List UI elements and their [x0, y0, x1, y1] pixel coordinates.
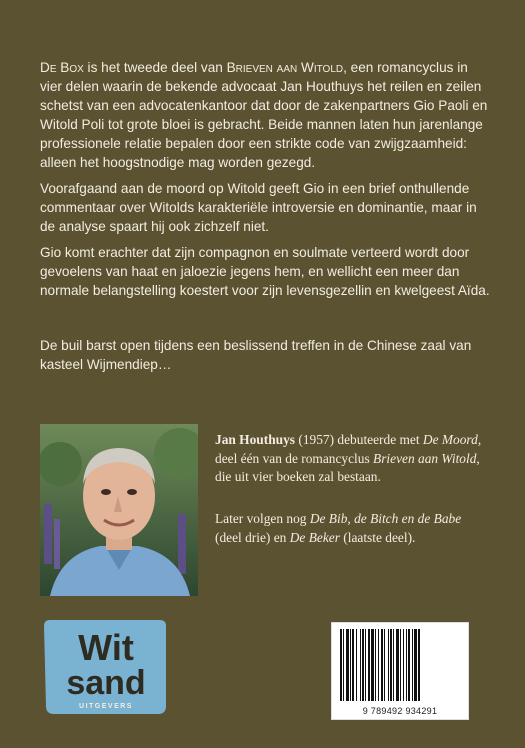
blurb-paragraph-4: De buil barst open tijdens een beslissend treffen in de Chinese zaal van kasteel Wijmendiep… — [40, 338, 472, 372]
author-photo — [40, 424, 198, 596]
author-bio-2: Later volgen nog De Bib, de Bitch en de Babe (deel drie) en De Beker (laatste deel). — [215, 511, 462, 545]
author-bio-1: Jan Houthuys (1957) debuteerde met De Moord, deel één van de romancyclus Brieven aan Witold, die uit vier boeken zal bestaan. — [215, 432, 482, 485]
series-title: Brieven aan Witold — [226, 60, 344, 75]
blurb-paragraph-1: De Box is het tweede deel van Brieven aan Witold, een romancyclus in vier delen waarin de bekende advocaat Jan Houthuys het reilen en zeilen schetst van een advocatenkantoor dat door de zakenpartners Gio Paoli en Witold Poli tot grote bloei is gebracht. Beide mannen laten hun jarenlange professionele relatie bepalen door een strikte code van zwijgzaamheid: alleen het hoogstnodige mag worden gezegd. — [40, 60, 488, 170]
logo-text-wit: Wit — [78, 627, 134, 668]
isbn-number: 9 789492 934291 — [362, 706, 438, 716]
isbn-barcode — [331, 622, 469, 720]
logo-text-sand: sand — [66, 664, 146, 702]
barcode-bars — [338, 629, 462, 701]
witsand-logo — [40, 618, 172, 716]
book-title: De Box — [40, 60, 84, 75]
author-name: Jan Houthuys — [215, 432, 296, 447]
blurb-paragraph-2: Voorafgaand aan de moord op Witold geeft Gio in een brief onthullende commentaar over Witolds karakteriële introversie en dominantie, maar in de analyse spaart hij ook zichzelf niet. — [40, 181, 477, 234]
blurb-paragraph-3: Gio komt erachter dat zijn compagnon en soulmate verteerd wordt door gevoelens van haat en jaloezie jegens hem, en wellicht een meer dan normale belangstelling koestert voor zijn levensgezellin en kwelgeest Aïda. — [40, 245, 490, 298]
logo-text-uitgevers: UITGEVERS — [79, 703, 133, 710]
